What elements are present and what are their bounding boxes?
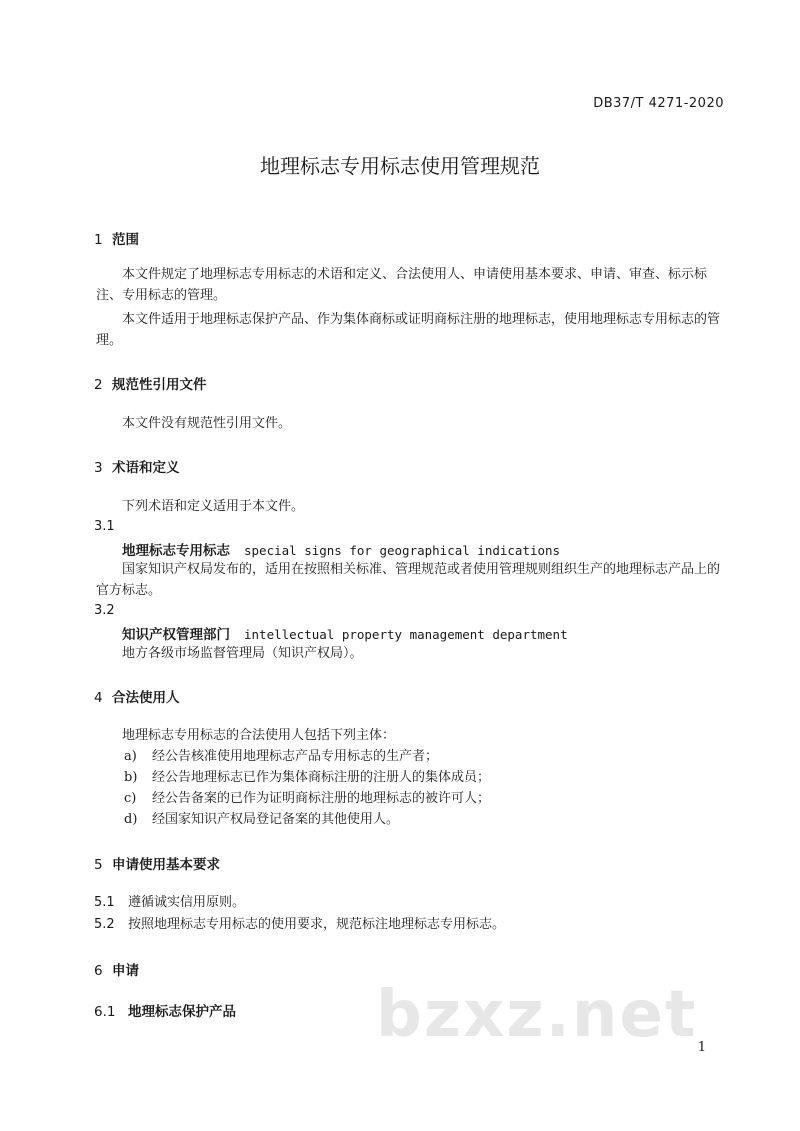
section-6-heading: [94, 959, 139, 979]
clause-text: 按照地理标志专用标志的使用要求，规范标注地理标志专用标志。: [128, 917, 506, 932]
section-title: 规范性引用文件: [112, 377, 207, 393]
section-4-intro: 地理标志专用标志的合法使用人包括下列主体：: [122, 728, 396, 743]
section-number: 1: [94, 232, 103, 248]
list-item: [124, 809, 399, 830]
section-number: 6: [94, 963, 103, 979]
section-1-heading: [94, 228, 139, 248]
list-marker: c): [124, 791, 137, 806]
section-title: 申请使用基本要求: [112, 857, 220, 873]
term-cn: 知识产权管理部门: [122, 627, 230, 643]
section-5-heading: [94, 853, 220, 873]
section-1-para-2: 本文件适用于地理标志保护产品、作为集体商标或证明商标注册的地理标志，使用地理标志专用标志的管理。: [96, 312, 721, 348]
list-marker: d): [124, 812, 138, 827]
term-en: intellectual property management department: [244, 627, 568, 642]
section-4-heading: [94, 686, 180, 706]
section-2-heading: [94, 373, 207, 393]
clause-number: 5.2: [94, 917, 115, 932]
watermark: bzxz.net: [376, 978, 698, 1052]
section-3-heading: [94, 456, 180, 476]
clause-text: 遵循诚实信用原则。: [128, 895, 246, 910]
list-text: 经公告地理标志已作为集体商标注册的注册人的集体成员；: [152, 770, 491, 785]
section-1-para-1: 本文件规定了地理标志专用标志的术语和定义、合法使用人、申请使用基本要求、申请、审查、标示标注、专用标志的管理。: [96, 267, 708, 303]
term-en: special signs for geographical indications: [244, 543, 561, 558]
section-number: 4: [94, 690, 103, 706]
section-number: 2: [94, 377, 103, 393]
section-title: 范围: [112, 232, 139, 248]
term-3-1: [122, 539, 560, 559]
list-marker: a): [124, 749, 137, 764]
list-marker: b): [124, 770, 138, 785]
clause-title: 地理标志保护产品: [128, 1004, 236, 1020]
term-3-2-definition: 地方各级市场监督管理局（知识产权局）。: [122, 646, 363, 661]
list-item: [124, 767, 490, 788]
section-title: 术语和定义: [112, 460, 180, 476]
clause-6-1-heading: [94, 1000, 236, 1020]
term-3-2-number: 3.2: [94, 603, 115, 618]
clause-5-1: [94, 892, 245, 913]
list-item: [124, 788, 490, 809]
section-2-para-1: 本文件没有规范性引用文件。: [122, 416, 292, 431]
term-cn: 地理标志专用标志: [122, 543, 230, 559]
clause-5-2: [94, 914, 505, 935]
section-number: 5: [94, 857, 103, 873]
clause-number: 5.1: [94, 895, 115, 910]
list-text: 经公告核准使用地理标志产品专用标志的生产者；: [152, 749, 439, 764]
list-text: 经国家知识产权局登记备案的其他使用人。: [152, 812, 400, 827]
section-title: 申请: [112, 963, 139, 979]
document-title: 地理标志专用标志使用管理规范: [260, 154, 540, 178]
list-item: [124, 746, 438, 767]
section-number: 3: [94, 460, 103, 476]
list-text: 经公告备案的已作为证明商标注册的地理标志的被许可人；: [152, 791, 491, 806]
section-title: 合法使用人: [112, 690, 180, 706]
term-3-1-definition: 国家知识产权局发布的，适用在按照相关标准、管理规范或者使用管理规则组织生产的地理标志产品上的官方标志。: [96, 562, 721, 598]
clause-number: 6.1: [94, 1004, 116, 1020]
term-3-2: [122, 623, 568, 643]
standard-code: DB37/T 4271-2020: [593, 96, 724, 111]
term-3-1-number: 3.1: [94, 519, 115, 534]
page-number: 1: [697, 1040, 706, 1055]
section-3-intro: 下列术语和定义适用于本文件。: [122, 499, 305, 514]
